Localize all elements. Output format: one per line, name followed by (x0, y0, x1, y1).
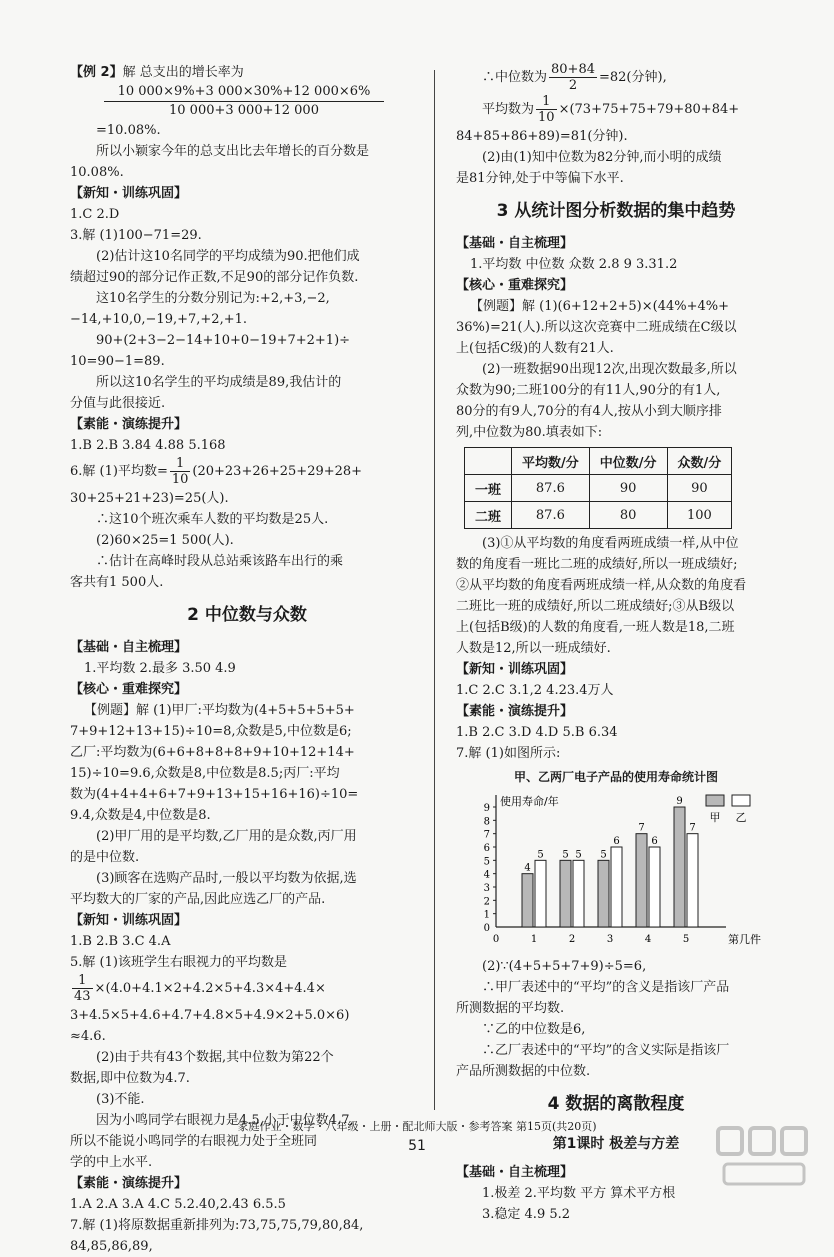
text-fragment: 平均数为 (482, 102, 535, 117)
fraction-denominator: 10 000+3 000+12 000 (169, 103, 319, 118)
bar-value-label: 7 (638, 822, 645, 834)
text-line: 80分的有9人,70分的有4人,按从小到大顺序排 (456, 404, 722, 419)
bar-甲 (598, 860, 609, 927)
page-footer: 家庭作业・数学・八年级・上册・配北师大版・参考答案 第15页(共20页) (237, 1120, 597, 1133)
x-tick-label: 2 (568, 934, 576, 945)
x-origin-label: 0 (492, 934, 500, 945)
bar-乙 (573, 860, 584, 927)
bar-甲 (560, 860, 571, 927)
example-label: 【例 2】 (70, 65, 123, 80)
fraction-numerator: 10 000×9%+3 000×30%+12 000×6% (104, 83, 384, 102)
bar-乙 (535, 860, 546, 927)
section-heading: 【新知・训练巩固】 (70, 186, 188, 201)
bar-value-label: 6 (651, 836, 658, 847)
text-line: 上(包括B级)的人数的角度看,一班人数是18,二班 (456, 620, 735, 635)
text-line: 学的中上水平. (70, 1155, 153, 1170)
page-number: 51 (408, 1138, 426, 1154)
text-line: (2)由于共有43个数据,其中位数为第22个 (96, 1050, 334, 1065)
score-table (464, 447, 732, 529)
text-line: 解 总支出的增长率为 (122, 65, 244, 80)
lifetime-bar-chart (456, 787, 766, 952)
text-line: 的是中位数. (70, 850, 140, 865)
text-line: 是81分钟,处于中等偏下水平. (456, 171, 624, 186)
text-line: ∴这10个班次乘车人数的平均数是25人. (96, 512, 329, 527)
text-line: (3)①从平均数的角度看两班成绩一样,从中位 (482, 536, 739, 551)
text-line: (2)60×25=1 500(人). (96, 533, 234, 548)
text-line: 1.A 2.A 3.A 4.C 5.2.40,2.43 6.5.5 (70, 1197, 286, 1212)
text-line: 众数为90;二班100分的有11人,90分的有1人, (456, 383, 721, 398)
text-line: 1.B 2.B 3.C 4.A (70, 934, 171, 949)
text-line: 客共有1 500人. (70, 575, 164, 590)
text-line: 产品所测数据的中位数. (456, 1064, 591, 1079)
text-line: 36%)=21(人).所以这次竞赛中二班成绩在C级以 (456, 320, 737, 335)
text-line: (2)由(1)知中位数为82分钟,而小明的成绩 (482, 150, 722, 165)
table-row (465, 475, 732, 502)
table-header-row (465, 448, 732, 475)
section-heading: 【基础・自主梳理】 (456, 1165, 574, 1180)
y-tick-label: 1 (483, 909, 490, 921)
text-line: (2)∵(4+5+5+7+9)÷5=6, (482, 959, 647, 974)
bar-value-label: 5 (562, 849, 569, 861)
table-cell: 100 (667, 502, 732, 529)
text-line: ②从平均数的角度看两班成绩一样,从众数的角度看 (456, 578, 747, 593)
y-axis-label: 使用寿命/年 (500, 795, 559, 808)
text-line: (3)顾客在选购产品时,一般以平均数为依据,选 (96, 871, 357, 886)
x-tick-label: 3 (606, 934, 614, 945)
left-column (70, 62, 424, 1257)
bar-value-label: 5 (537, 849, 544, 861)
text-line: 5.解 (1)该班学生右眼视力的平均数是 (70, 955, 287, 970)
text-line: 数据,即中位数为4.7. (70, 1071, 190, 1086)
text-line: ∴估计在高峰时段从总站乘该路车出行的乘 (96, 554, 344, 569)
text-line: 二班比一班的成绩好,所以二班成绩好;③从B级以 (456, 599, 735, 614)
table-cell: 一班 (465, 475, 512, 502)
text-line: 1.平均数 中位数 众数 2.8 9 3.31.2 (470, 257, 678, 272)
table-cell: 二班 (465, 502, 512, 529)
text-line: 平均数大的厂家的产品,因此应选乙厂的产品. (70, 892, 326, 907)
bar-乙 (611, 847, 622, 927)
text-line: (2)估计这10名同学的平均成绩为90.把他们成 (96, 249, 360, 264)
table-cell: 90 (589, 475, 667, 502)
text-line: =10.08%. (96, 123, 161, 138)
chart-title: 甲、乙两厂电子产品的使用寿命统计图 (513, 770, 718, 784)
legend-swatch (706, 795, 724, 806)
text-line: 10=90−1=89. (70, 354, 165, 369)
text-line: 数的角度看一班比二班的成绩好,所以一班成绩好; (456, 557, 738, 572)
text-line: (2)甲厂用的是平均数,乙厂用的是众数,丙厂用 (96, 829, 357, 844)
text-line: 所测数据的平均数. (456, 1001, 565, 1016)
text-line: 所以这10名学生的平均成绩是89,我估计的 (96, 375, 342, 390)
text-line: 3+4.5×5+4.6+4.7+4.8×5+4.9×2+5.0×6) (70, 1008, 350, 1023)
section-heading: 【素能・演练提升】 (70, 417, 188, 432)
table-cell: 80 (589, 502, 667, 529)
fraction (170, 456, 191, 487)
fraction-denominator: 2 (568, 78, 578, 93)
y-tick-label: 5 (483, 856, 490, 868)
section-heading: 【基础・自主梳理】 (456, 236, 574, 251)
text-line: ∴乙厂表述中的“平均”的含义实际是指该厂 (482, 1043, 730, 1058)
text-line: 【例题】解 (1)(6+12+2+5)×(44%+4%+ (470, 299, 729, 314)
growth-rate-fraction (104, 83, 384, 120)
text-fragment: ×(73+75+75+79+80+84+ (558, 102, 740, 117)
table-row (465, 502, 732, 529)
bar-甲 (636, 834, 647, 927)
text-line: ≈4.6. (70, 1029, 106, 1044)
text-fragment: =82(分钟), (599, 70, 667, 85)
fraction-numerator: 1 (170, 456, 191, 472)
text-line: 列,中位数为80.填表如下: (456, 425, 603, 440)
bar-甲 (522, 874, 533, 927)
fraction-numerator: 80+84 (551, 62, 595, 77)
text-line: 3.解 (1)100−71=29. (70, 228, 202, 243)
legend-label: 乙 (735, 811, 747, 824)
text-line: 【例题】解 (1)甲厂:平均数为(4+5+5+5+5+ (84, 703, 355, 718)
x-tick-label: 5 (682, 934, 690, 945)
text-line: 9.4,众数是4,中位数是8. (70, 808, 211, 823)
text-line: 84+85+86+89)=81(分钟). (456, 129, 628, 144)
legend-label: 甲 (709, 811, 721, 824)
bar-value-label: 4 (524, 862, 531, 874)
table-cell: 87.6 (512, 475, 590, 502)
fraction (72, 973, 93, 1004)
column-divider (434, 70, 435, 1110)
fraction-numerator: 1 (72, 973, 93, 989)
text-line: 1.极差 2.平均数 平方 算术平方根 (482, 1186, 676, 1201)
bar-乙 (687, 834, 698, 927)
section-heading: 【素能・演练提升】 (70, 1176, 188, 1191)
table-cell: 87.6 (512, 502, 590, 529)
right-column (456, 62, 776, 1225)
fraction-numerator: 1 (536, 94, 557, 110)
fraction-denominator: 10 (171, 472, 189, 487)
section-heading: 【新知・训练巩固】 (70, 913, 188, 928)
text-line: 1.B 2.B 3.84 4.88 5.168 (70, 438, 226, 453)
text-fragment: ×(4.0+4.1×2+4.2×5+4.3×4+4.4× (94, 981, 326, 996)
y-tick-label: 3 (483, 883, 490, 894)
text-line: 90+(2+3−2−14+10+0−19+7+2+1)÷ (96, 333, 351, 348)
section-heading: 【核心・重难探究】 (456, 278, 574, 293)
x-tick-label: 1 (530, 934, 538, 945)
text-line: 绩超过90的部分记作正数,不足90的部分记作负数. (70, 270, 359, 285)
text-line: 所以小颖家今年的总支出比去年增长的百分数是 (96, 144, 370, 159)
table-header-cell: 平均数/分 (512, 448, 590, 475)
fraction-denominator: 43 (74, 989, 91, 1004)
text-line: 这10名学生的分数分别记为:+2,+3,−2, (96, 291, 330, 306)
fraction-denominator: 10 (538, 110, 555, 125)
fraction (536, 94, 557, 125)
text-line: 1.平均数 2.最多 3.50 4.9 (84, 661, 236, 676)
bar-value-label: 5 (575, 849, 582, 861)
y-tick-label: 8 (483, 816, 490, 828)
text-line: 10.08%. (70, 165, 124, 180)
y-tick-label: 9 (483, 803, 490, 814)
text-line: 7.解 (1)将原数据重新排列为:73,75,75,79,80,84, (70, 1218, 364, 1233)
text-line: 1.C 2.D (70, 207, 120, 222)
section-heading: 【新知・训练巩固】 (456, 662, 574, 677)
text-line: 分值与此很接近. (70, 396, 166, 411)
bar-乙 (649, 847, 660, 927)
section-heading: 【素能・演练提升】 (456, 704, 574, 719)
watermark-logo (714, 1122, 814, 1192)
text-line: 人数是12,所以一班成绩好. (456, 641, 611, 656)
text-line: 所以不能说小鸣同学的右眼视力处于全班同 (70, 1134, 318, 1149)
text-line: 7+9+12+13+15)÷10=8,众数是5,中位数是6; (70, 724, 352, 739)
table-header-cell: 众数/分 (667, 448, 732, 475)
text-line: ∴甲厂表述中的“平均”的含义是指该厂产品 (482, 980, 730, 995)
y-tick-label: 7 (483, 829, 490, 841)
text-fragment: (20+23+26+25+29+28+ (192, 464, 363, 479)
table-cell: 90 (667, 475, 732, 502)
bar-value-label: 6 (613, 836, 620, 847)
text-line: (3)不能. (96, 1092, 145, 1107)
text-line: ∵乙的中位数是6, (482, 1022, 586, 1037)
y-tick-label: 6 (483, 843, 490, 854)
text-line: 30+25+21+23)=25(人). (70, 491, 229, 506)
text-line: −14,+10,0,−19,+7,+2,+1. (70, 312, 247, 327)
bar-value-label: 7 (689, 822, 696, 834)
bar-甲 (674, 807, 685, 927)
lesson-title: 第1课时 极差与方差 (552, 1136, 680, 1152)
text-line: 乙厂:平均数为(6+6+8+8+8+9+10+12+14+ (70, 745, 355, 760)
x-tick-label: 4 (644, 934, 652, 945)
text-line: 1.B 2.C 3.D 4.D 5.B 6.34 (456, 725, 618, 740)
text-line: 1.C 2.C 3.1,2 4.23.4万人 (456, 683, 614, 698)
section-title: 4 数据的离散程度 (547, 1094, 685, 1114)
bar-value-label: 5 (600, 849, 607, 861)
section-heading: 【核心・重难探究】 (70, 682, 188, 697)
text-line: 15)÷10=9.6,众数是8,中位数是8.5;丙厂:平均 (70, 766, 340, 781)
text-line: 3.稳定 4.9 5.2 (482, 1207, 571, 1222)
x-axis-label: 第几件 (728, 933, 761, 946)
y-tick-label: 0 (483, 923, 490, 934)
table-header-cell: 中位数/分 (589, 448, 667, 475)
text-fragment: ∴中位数为 (482, 70, 548, 85)
legend-swatch (732, 795, 750, 806)
y-tick-label: 2 (483, 896, 490, 908)
y-tick-label: 4 (483, 869, 490, 881)
text-line: 上(包括C级)的人数有21人. (456, 341, 614, 356)
section-heading: 【基础・自主梳理】 (70, 640, 188, 655)
text-line: (2)一班数据90出现12次,出现次数最多,所以 (482, 362, 737, 377)
table-header-cell (465, 448, 512, 475)
section-title: 2 中位数与众数 (187, 605, 307, 625)
section-title: 3 从统计图分析数据的集中趋势 (496, 201, 736, 221)
text-line: 因为小鸣同学右眼视力是4.5,小于中位数4.7, (96, 1113, 354, 1128)
bar-value-label: 9 (676, 796, 683, 807)
fraction (549, 62, 597, 93)
text-fragment: 6.解 (1)平均数= (70, 464, 168, 479)
text-line: 数为(4+4+4+6+7+9+13+15+16+16)÷10= (70, 787, 359, 802)
text-line: 7.解 (1)如图所示: (456, 746, 561, 761)
text-line: 84,85,86,89, (70, 1239, 153, 1254)
